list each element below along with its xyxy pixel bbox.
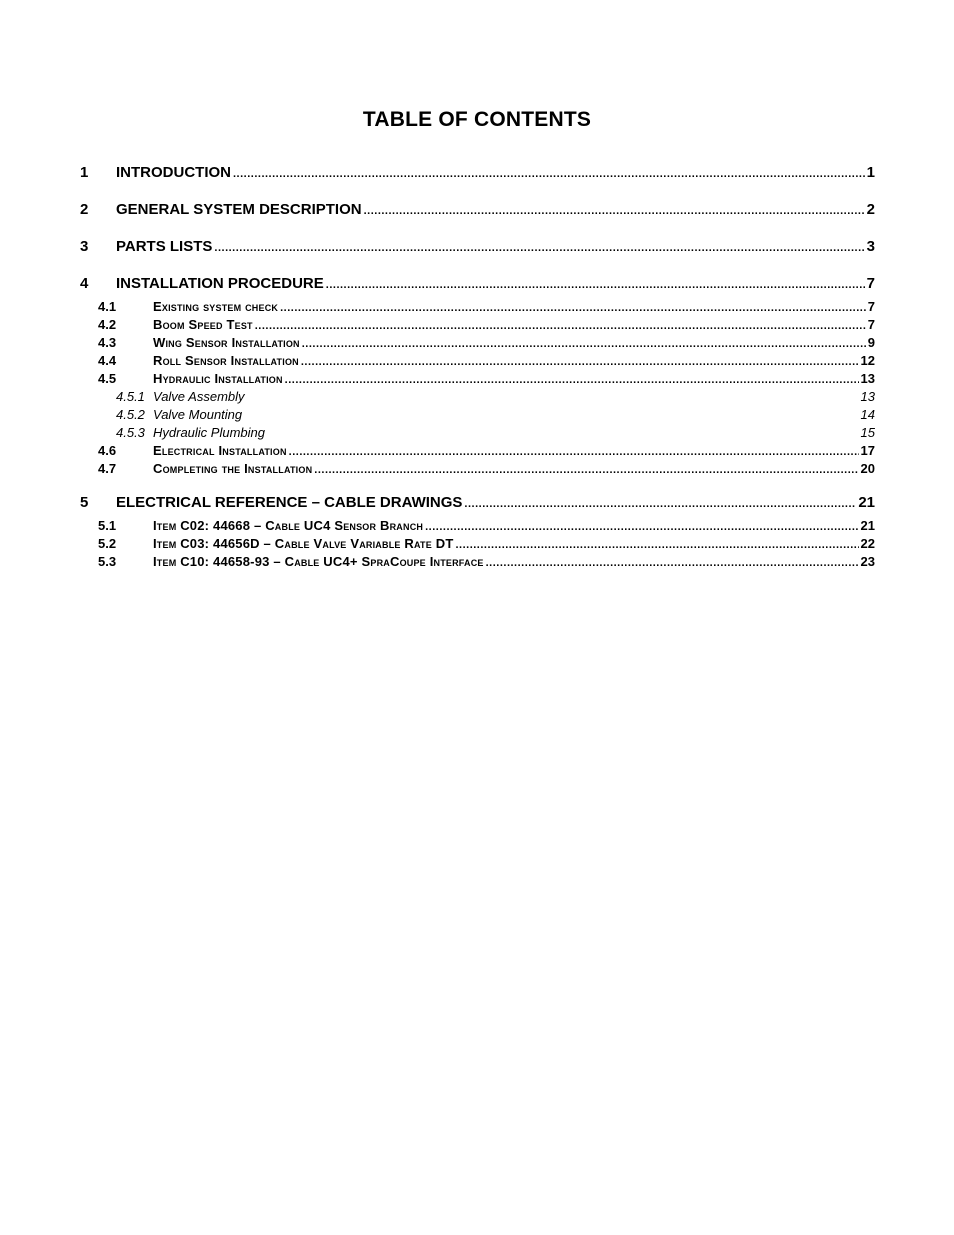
- toc-dot-leader: [301, 353, 859, 370]
- toc-entry-title: ELECTRICAL REFERENCE – CABLE DRAWINGS: [116, 494, 463, 511]
- toc-entry-4-4[interactable]: [80, 352, 875, 370]
- toc-entry-number: 4.2: [98, 317, 117, 332]
- toc-dot-leader: [280, 299, 866, 316]
- toc-dot-leader: [314, 461, 858, 478]
- toc-entry-5-3[interactable]: [80, 553, 875, 571]
- toc-entry-3[interactable]: [80, 234, 875, 271]
- toc-entry-page: 23: [860, 554, 875, 569]
- toc-dot-leader: [214, 235, 864, 261]
- toc-entry-page: 17: [860, 443, 875, 458]
- toc-entry-4-5[interactable]: [80, 370, 875, 388]
- toc-entry-title: Existing system check: [153, 299, 279, 314]
- toc-dot-leader: [233, 161, 865, 187]
- toc-entry-title: GENERAL SYSTEM DESCRIPTION: [116, 201, 362, 218]
- toc-entry-number: 4.5: [98, 371, 117, 386]
- toc-entry-title: Item C10: 44658-93 – Cable UC4+ SpraCoupe Interface: [153, 554, 484, 569]
- toc-entry-number: 1: [80, 164, 89, 181]
- toc-entry-number: 4.1: [98, 299, 117, 314]
- toc-entry-page: 12: [860, 353, 875, 368]
- toc-entry-title: INTRODUCTION: [116, 164, 231, 181]
- toc-entry-4-5-1[interactable]: [80, 388, 875, 406]
- toc-entry-4-5-3[interactable]: [80, 424, 875, 442]
- toc-entry-page: 14: [860, 407, 875, 422]
- toc-entry-title: PARTS LISTS: [116, 238, 213, 255]
- toc-subsections-5: [80, 517, 875, 571]
- toc-entry-2[interactable]: [80, 197, 875, 234]
- toc-entry-number: 5.1: [98, 518, 117, 533]
- toc-entry-title: Completing the Installation: [153, 461, 313, 476]
- toc-entry-page: 22: [860, 536, 875, 551]
- page-title: TABLE OF CONTENTS: [362, 108, 592, 131]
- toc-entry-1[interactable]: [80, 160, 875, 197]
- toc-entry-number: 5: [80, 494, 89, 511]
- toc-entry-title: Valve Mounting: [153, 407, 243, 422]
- toc-entry-number: 4.5.2: [116, 407, 145, 422]
- toc-entry-4-7[interactable]: [80, 460, 875, 478]
- table-of-contents: [80, 160, 875, 583]
- toc-entry-page: 9: [867, 335, 875, 350]
- toc-entry-title: Valve Assembly: [153, 389, 245, 404]
- toc-entry-number: 5.2: [98, 536, 117, 551]
- toc-entry-4-3[interactable]: [80, 334, 875, 352]
- toc-entry-4-2[interactable]: [80, 316, 875, 334]
- toc-entry-page: 21: [860, 518, 875, 533]
- toc-entry-number: 4.7: [98, 461, 117, 476]
- toc-entry-number: 4.5.3: [116, 425, 145, 440]
- toc-dot-leader: [302, 335, 866, 352]
- toc-entry-4-6[interactable]: [80, 442, 875, 460]
- toc-dot-leader: [486, 554, 859, 571]
- toc-entry-number: 4: [80, 275, 89, 292]
- toc-entry-title: Item C03: 44656D – Cable Valve Variable Rate DT: [153, 536, 454, 551]
- toc-entry-number: 3: [80, 238, 89, 255]
- toc-entry-title: Electrical Installation: [153, 443, 287, 458]
- toc-entry-page: 7: [867, 299, 875, 314]
- toc-entry-title: Item C02: 44668 – Cable UC4 Sensor Branch: [153, 518, 424, 533]
- toc-entry-4-5-2[interactable]: [80, 406, 875, 424]
- toc-entry-title: Boom Speed Test: [153, 317, 253, 332]
- toc-dot-leader: [255, 317, 866, 334]
- toc-entry-page: 21: [858, 494, 875, 511]
- toc-entry-page: 15: [860, 425, 875, 440]
- toc-entry-number: 4.5.1: [116, 389, 145, 404]
- toc-subsections-4: [80, 298, 875, 478]
- toc-entry-number: 4.4: [98, 353, 117, 368]
- toc-entry-page: 3: [866, 238, 875, 255]
- toc-entry-page: 20: [860, 461, 875, 476]
- toc-entry-title: Roll Sensor Installation: [153, 353, 299, 368]
- toc-entry-title: Wing Sensor Installation: [153, 335, 300, 350]
- toc-entry-4[interactable]: [80, 271, 875, 297]
- toc-entry-title: INSTALLATION PROCEDURE: [116, 275, 324, 292]
- toc-entry-page: 13: [860, 371, 875, 386]
- toc-entry-number: 5.3: [98, 554, 117, 569]
- toc-entry-page: 7: [867, 317, 875, 332]
- toc-entry-title: Hydraulic Plumbing: [153, 425, 265, 440]
- toc-dot-leader: [464, 491, 856, 516]
- toc-entry-page: 7: [866, 275, 875, 292]
- toc-dot-leader: [326, 272, 865, 297]
- toc-dot-leader: [285, 371, 859, 388]
- toc-entry-page: 1: [866, 164, 875, 181]
- toc-entry-page: 13: [860, 389, 875, 404]
- toc-entry-4-1[interactable]: [80, 298, 875, 316]
- toc-entry-5[interactable]: [80, 490, 875, 516]
- toc-dot-leader: [364, 198, 865, 224]
- toc-entry-5-1[interactable]: [80, 517, 875, 535]
- toc-dot-leader: [425, 518, 858, 535]
- toc-entry-page: 2: [866, 201, 875, 218]
- toc-entry-title: Hydraulic Installation: [153, 371, 283, 386]
- toc-entry-number: 2: [80, 201, 89, 218]
- toc-entry-5-2[interactable]: [80, 535, 875, 553]
- toc-entry-number: 4.6: [98, 443, 117, 458]
- toc-entry-number: 4.3: [98, 335, 117, 350]
- toc-dot-leader: [455, 536, 858, 553]
- toc-dot-leader: [289, 443, 859, 460]
